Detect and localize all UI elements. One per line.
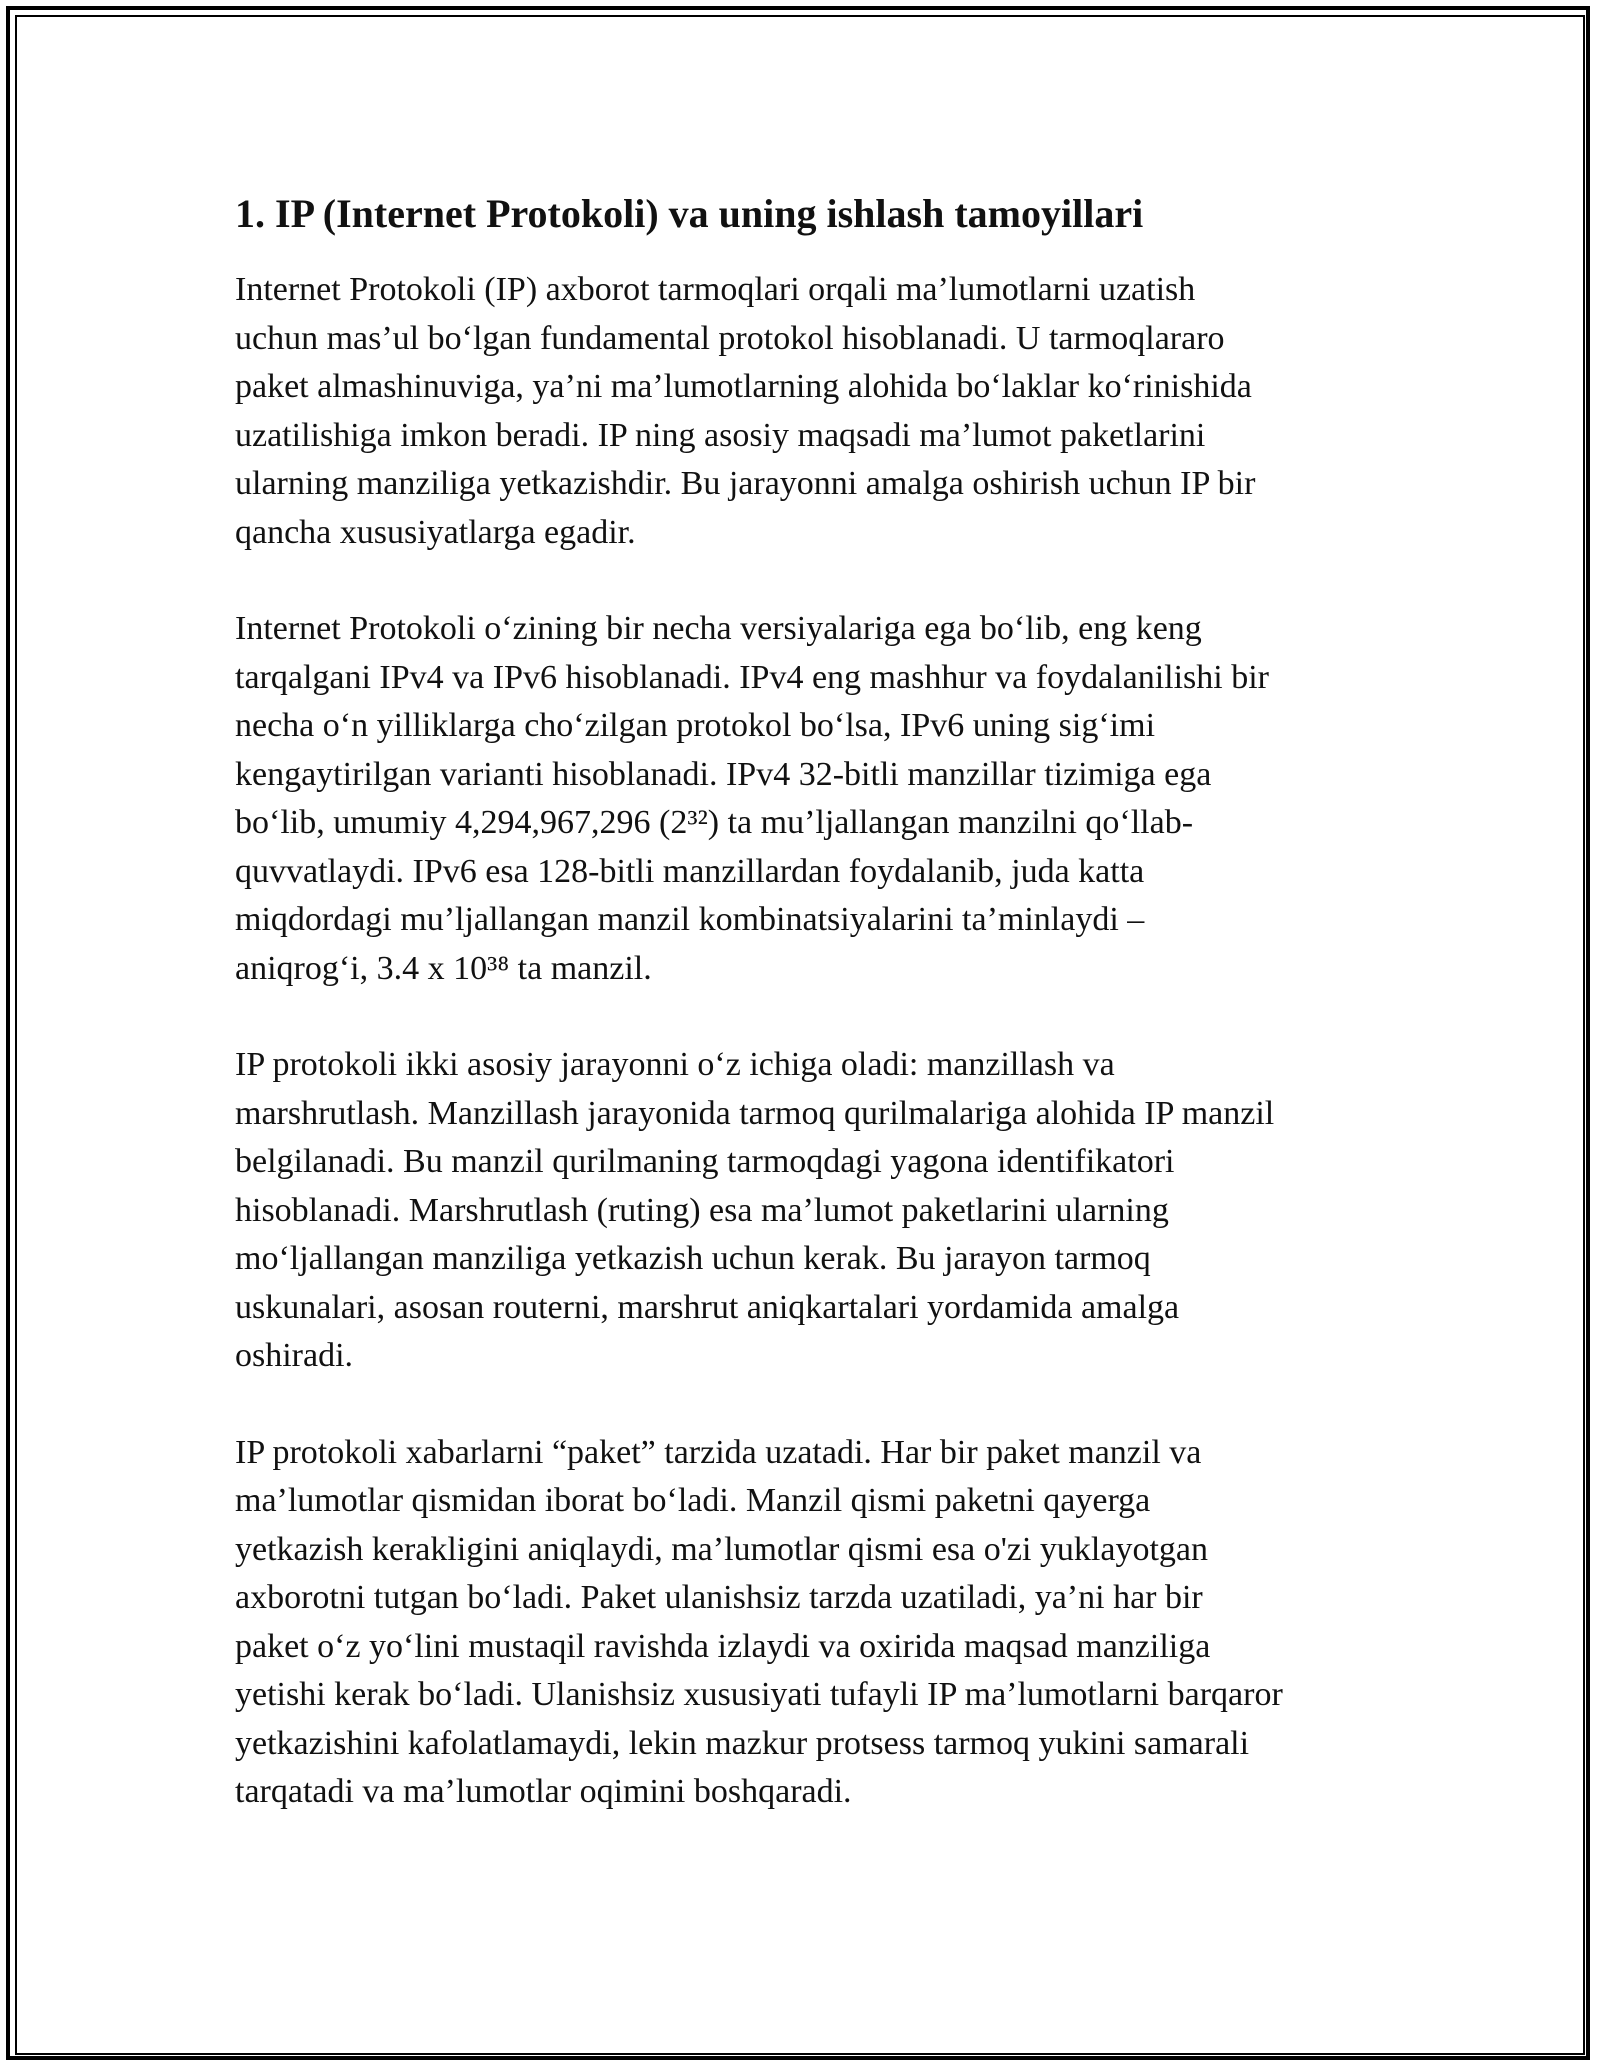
paragraph-line: oshiradi. [235,1337,354,1374]
paragraph-line: kengaytirilgan varianti hisoblanadi. IPv4 32-bitli manzillar tizimiga ega [235,755,1212,793]
paragraph-line: IP protokoli ikki asosiy jarayonni o‘z ichiga oladi: manzillash va [235,1046,1115,1083]
paragraph-line: mo‘ljallangan manziliga yetkazish uchun kerak. Bu jarayon tarmoq [235,1240,1151,1277]
paragraph-line: quvvatlaydi. IPv6 esa 128-bitli manzillardan foydalanib, juda katta [235,852,1145,890]
paragraph-line: uchun mas’ul bo‘lgan fundamental protokol hisoblanadi. U tarmoqlararo [235,319,1225,357]
paragraph-3 [235,1041,1375,1381]
paragraph-line: paket o‘z yo‘lini mustaqil ravishda izlaydi va oxirida maqsad manziliga [235,1627,1211,1665]
paragraph-line: tarqalgani IPv4 va IPv6 hisoblanadi. IPv4 eng mashhur va foydalanilishi bir [235,658,1269,696]
paragraph-line: aniqrog‘i, 3.4 x 10³⁸ ta manzil. [235,949,652,987]
paragraph-line: IP protokoli xabarlarni “paket” tarzida uzatadi. Har bir paket manzil va [235,1433,1202,1471]
paragraph-line: necha o‘n yilliklarga cho‘zilgan protokol bo‘lsa, IPv6 uning sig‘imi [235,707,1156,744]
paragraph-line: Internet Protokoli (IP) axborot tarmoqlari orqali ma’lumotlarni uzatish [235,271,1196,308]
paragraph-line: uzatilishiga imkon beradi. IP ning asosiy maqsadi ma’lumot paketlarini [235,416,1206,454]
paragraph-line: yetishi kerak bo‘ladi. Ulanishsiz xususiyati tufayli IP ma’lumotlarni barqaror [235,1676,1283,1713]
paragraph-line: axborotni tutgan bo‘ladi. Paket ulanishsiz tarzda uzatiladi, ya’ni har bir [235,1579,1203,1616]
paragraph-line: ularning manziliga yetkazishdir. Bu jarayonni amalga oshirish uchun IP bir [235,465,1256,502]
paragraph-1 [235,266,1375,557]
paragraph-line: hisoblanadi. Marshrutlash (ruting) esa ma’lumot paketlarini ularning [235,1191,1169,1229]
paragraph-4 [235,1429,1375,1817]
paragraph-line: Internet Protokoli o‘zining bir necha versiyalariga ega bo‘lib, eng keng [235,610,1202,647]
paragraph-line: marshrutlash. Manzillash jarayonida tarmoq qurilmalariga alohida IP manzil [235,1094,1275,1132]
paragraph-line: yetkazish kerakligini aniqlaydi, ma’lumotlar qismi esa o'zi yuklayotgan [235,1530,1208,1568]
paragraph-line: miqdordagi mu’ljallangan manzil kombinatsiyalarini ta’minlaydi – [235,901,1145,938]
paragraph-line: belgilanadi. Bu manzil qurilmaning tarmoqdagi yagona identifikatori [235,1143,1175,1180]
paragraph-line: qancha xususiyatlarga egadir. [235,513,636,551]
paragraph-line: bo‘lib, umumiy 4,294,967,296 (2³²) ta mu’ljallangan manzilni qo‘llab- [235,804,1194,841]
paragraph-2 [235,605,1375,993]
paragraph-line: uskunalari, asosan routerni, marshrut aniqkartalari yordamida amalga [235,1288,1180,1326]
section-title: 1. IP (Internet Protokoli) va uning ishlash tamoyillari [235,191,1144,236]
document-body [235,188,1375,1865]
paragraph-line: paket almashinuviga, ya’ni ma’lumotlarning alohida bo‘laklar ko‘rinishida [235,368,1252,405]
paragraph-line: tarqatadi va ma’lumotlar oqimini boshqaradi. [235,1773,852,1810]
paragraph-line: yetkazishini kafolatlamaydi, lekin mazkur protsess tarmoq yukini samarali [235,1724,1250,1762]
paragraph-line: ma’lumotlar qismidan iborat bo‘ladi. Manzil qismi paketni qayerga [235,1482,1151,1519]
